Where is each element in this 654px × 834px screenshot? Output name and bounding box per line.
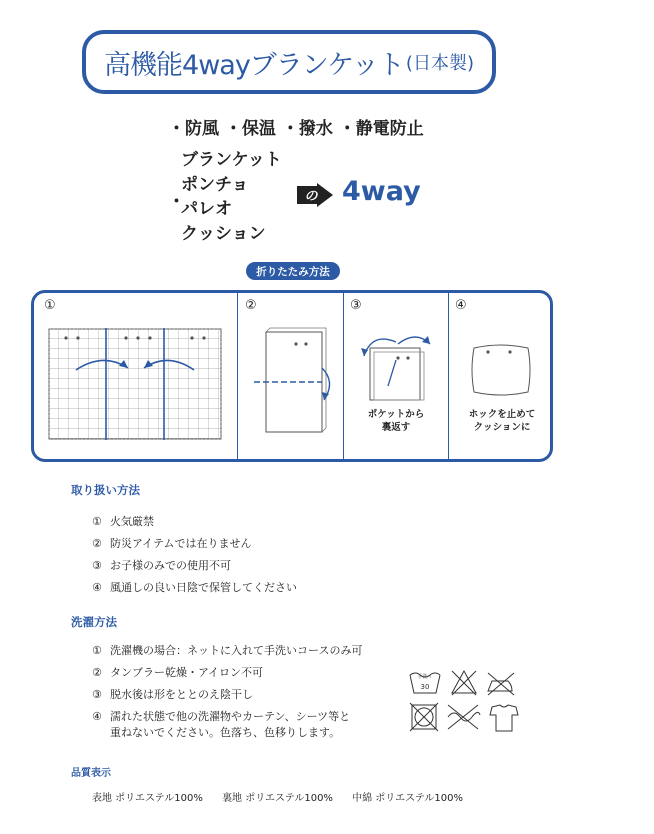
quality-list [92,789,479,804]
feature-list [168,114,424,139]
arrow-right-icon [297,183,333,207]
step-label: ホックを止めて クッションに [468,409,536,433]
handling-item: ④ 風通しの良い日陰で保管してください [92,581,297,594]
washing-heading: 洗濯方法 [71,615,117,629]
mode-item: パレオ [181,199,232,219]
title-banner [82,30,496,94]
modes-bullet: ・ [168,192,185,212]
feature-item: ・静電防止 [338,119,424,139]
hand-wash-icon [410,673,440,693]
product-origin: (日本製) [405,53,474,74]
svg-text:手洗イ: 手洗イ [417,674,433,680]
step-number: ① [44,298,56,313]
folded-blanket-illustration [252,326,336,438]
mode-connector: の [304,189,318,204]
product-title: 高機能4wayブランケット [104,49,404,81]
no-tumble-dry-icon [410,703,438,731]
quality-heading: 品質表示 [71,768,111,779]
washing-item: ④ 濡れた状態で他の洗濯物やカーテン、シーツ等と [92,710,351,723]
care-symbols [408,667,524,737]
quality-item: 表地 ポリエステル100% [92,793,203,804]
mode-item: ポンチョ [181,174,249,195]
feature-item: ・撥水 [281,119,333,139]
feature-item: ・保温 [224,119,276,139]
handling-item: ③ お子様のみでの使用不可 [92,559,231,572]
cushion-illustration [468,342,534,398]
mode-item: クッション [181,223,266,244]
quality-item: 裏地 ポリエステル100% [222,793,333,804]
panel-divider [448,290,449,462]
four-way-label: 4way [342,176,421,207]
handling-heading: 取り扱い方法 [71,483,140,497]
no-iron-icon [488,673,514,695]
step-label: ポケットから 裏返す [367,409,425,433]
svg-text:30: 30 [420,683,430,691]
step-number: ③ [350,298,362,313]
panel-divider [237,290,238,462]
panel-divider [343,290,344,462]
quality-item: 中綿 ポリエステル100% [352,793,463,804]
no-bleach-icon [452,671,476,695]
turn-inside-out-illustration [352,326,438,406]
step-number: ② [245,298,257,313]
washing-item: ① 洗濯機の場合：ネットに入れて手洗いコースのみ可 [92,644,363,657]
folding-heading: 折りたたみ方法 [246,262,340,280]
handling-item: ① 火気厳禁 [92,515,154,528]
blanket-grid-illustration [48,328,222,440]
washing-item: ③ 脱水後は形をととのえ陰干し [92,688,253,701]
feature-item: ・防風 [168,119,219,139]
step-number: ④ [455,298,467,313]
handling-item: ② 防災アイテムでは在りません [92,537,252,550]
mode-list [181,148,282,246]
washing-item-continued: 重ねないでください。色落ち、色移りします。 [110,726,341,739]
washing-item: ② タンブラー乾燥・アイロン不可 [92,666,264,679]
mode-item: ブランケット [181,150,282,170]
shade-dry-icon [490,705,518,731]
no-wring-icon [448,705,480,729]
